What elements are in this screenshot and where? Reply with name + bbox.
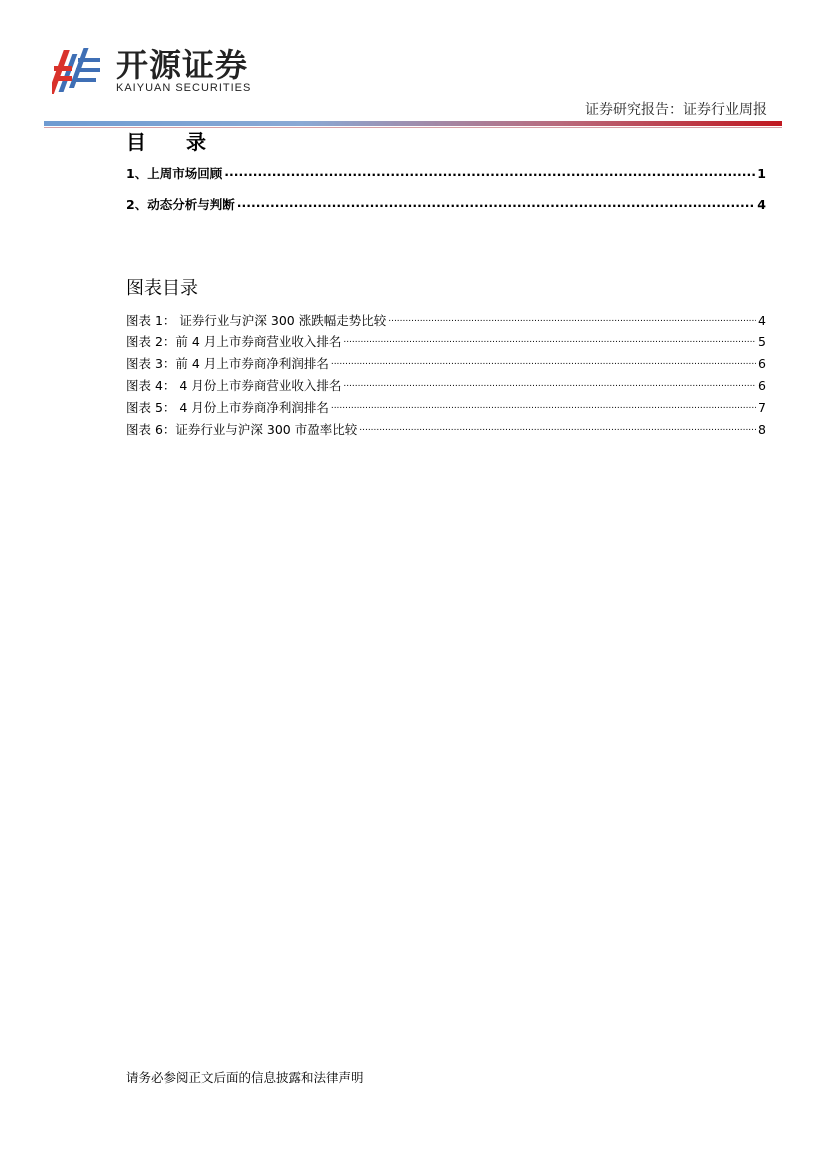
toc-entry[interactable] (126, 164, 766, 182)
figure-entry-page: 4 (758, 313, 766, 328)
toc-entry[interactable] (126, 195, 766, 213)
logo-chinese-name: 开源证券 (116, 46, 249, 84)
toc-entry-page: 4 (757, 197, 766, 212)
figure-entry[interactable] (126, 354, 766, 372)
toc-leader (224, 166, 755, 179)
figure-entry-page: 5 (758, 334, 766, 349)
figure-entry[interactable] (126, 376, 766, 394)
figure-entry[interactable] (126, 420, 766, 438)
figure-entry-label: 图表 5： 4 月份上市券商净利润排名 (126, 400, 329, 415)
figure-leader (331, 356, 756, 369)
figure-leader (343, 378, 756, 391)
company-logo (52, 44, 252, 100)
figure-leader (388, 313, 756, 326)
report-type: 证券研究报告：证券行业周报 (585, 102, 767, 118)
toc-title (126, 126, 206, 155)
figure-entry-page: 6 (758, 378, 766, 393)
figure-entry-page: 6 (758, 356, 766, 371)
figure-entry-label: 图表 6：证券行业与沪深 300 市盈率比较 (126, 422, 358, 437)
figure-leader (359, 422, 756, 435)
footer-disclaimer: 请务必参阅正文后面的信息披露和法律声明 (126, 1070, 364, 1085)
figure-leader (343, 334, 756, 347)
figure-leader (331, 400, 756, 413)
figure-entry[interactable] (126, 332, 766, 350)
toc-entry-page: 1 (757, 166, 766, 181)
logo-english-name: KAIYUAN SECURITIES (116, 82, 252, 94)
toc-entry-label: 2、动态分析与判断 (126, 197, 235, 212)
toc-entry-label: 1、上周市场回顾 (126, 166, 223, 181)
figure-entry-label: 图表 4： 4 月份上市券商营业收入排名 (126, 378, 342, 393)
toc-leader (237, 197, 756, 210)
figure-entry-label: 图表 3：前 4 月上市券商净利润排名 (126, 356, 329, 371)
figure-list-heading: 图表目录 (126, 278, 198, 299)
figure-entry-page: 7 (758, 400, 766, 415)
figure-entry-page: 8 (758, 422, 766, 437)
figure-entry-label: 图表 2：前 4 月上市券商营业收入排名 (126, 334, 342, 349)
logo-mark-icon (52, 44, 112, 100)
figure-entry-label: 图表 1： 证券行业与沪深 300 涨跌幅走势比较 (126, 313, 387, 328)
figure-entry[interactable] (126, 398, 766, 416)
figure-entry[interactable] (126, 311, 766, 329)
toc-title-char1: 目 (126, 130, 146, 154)
toc-title-char2: 录 (186, 130, 206, 154)
